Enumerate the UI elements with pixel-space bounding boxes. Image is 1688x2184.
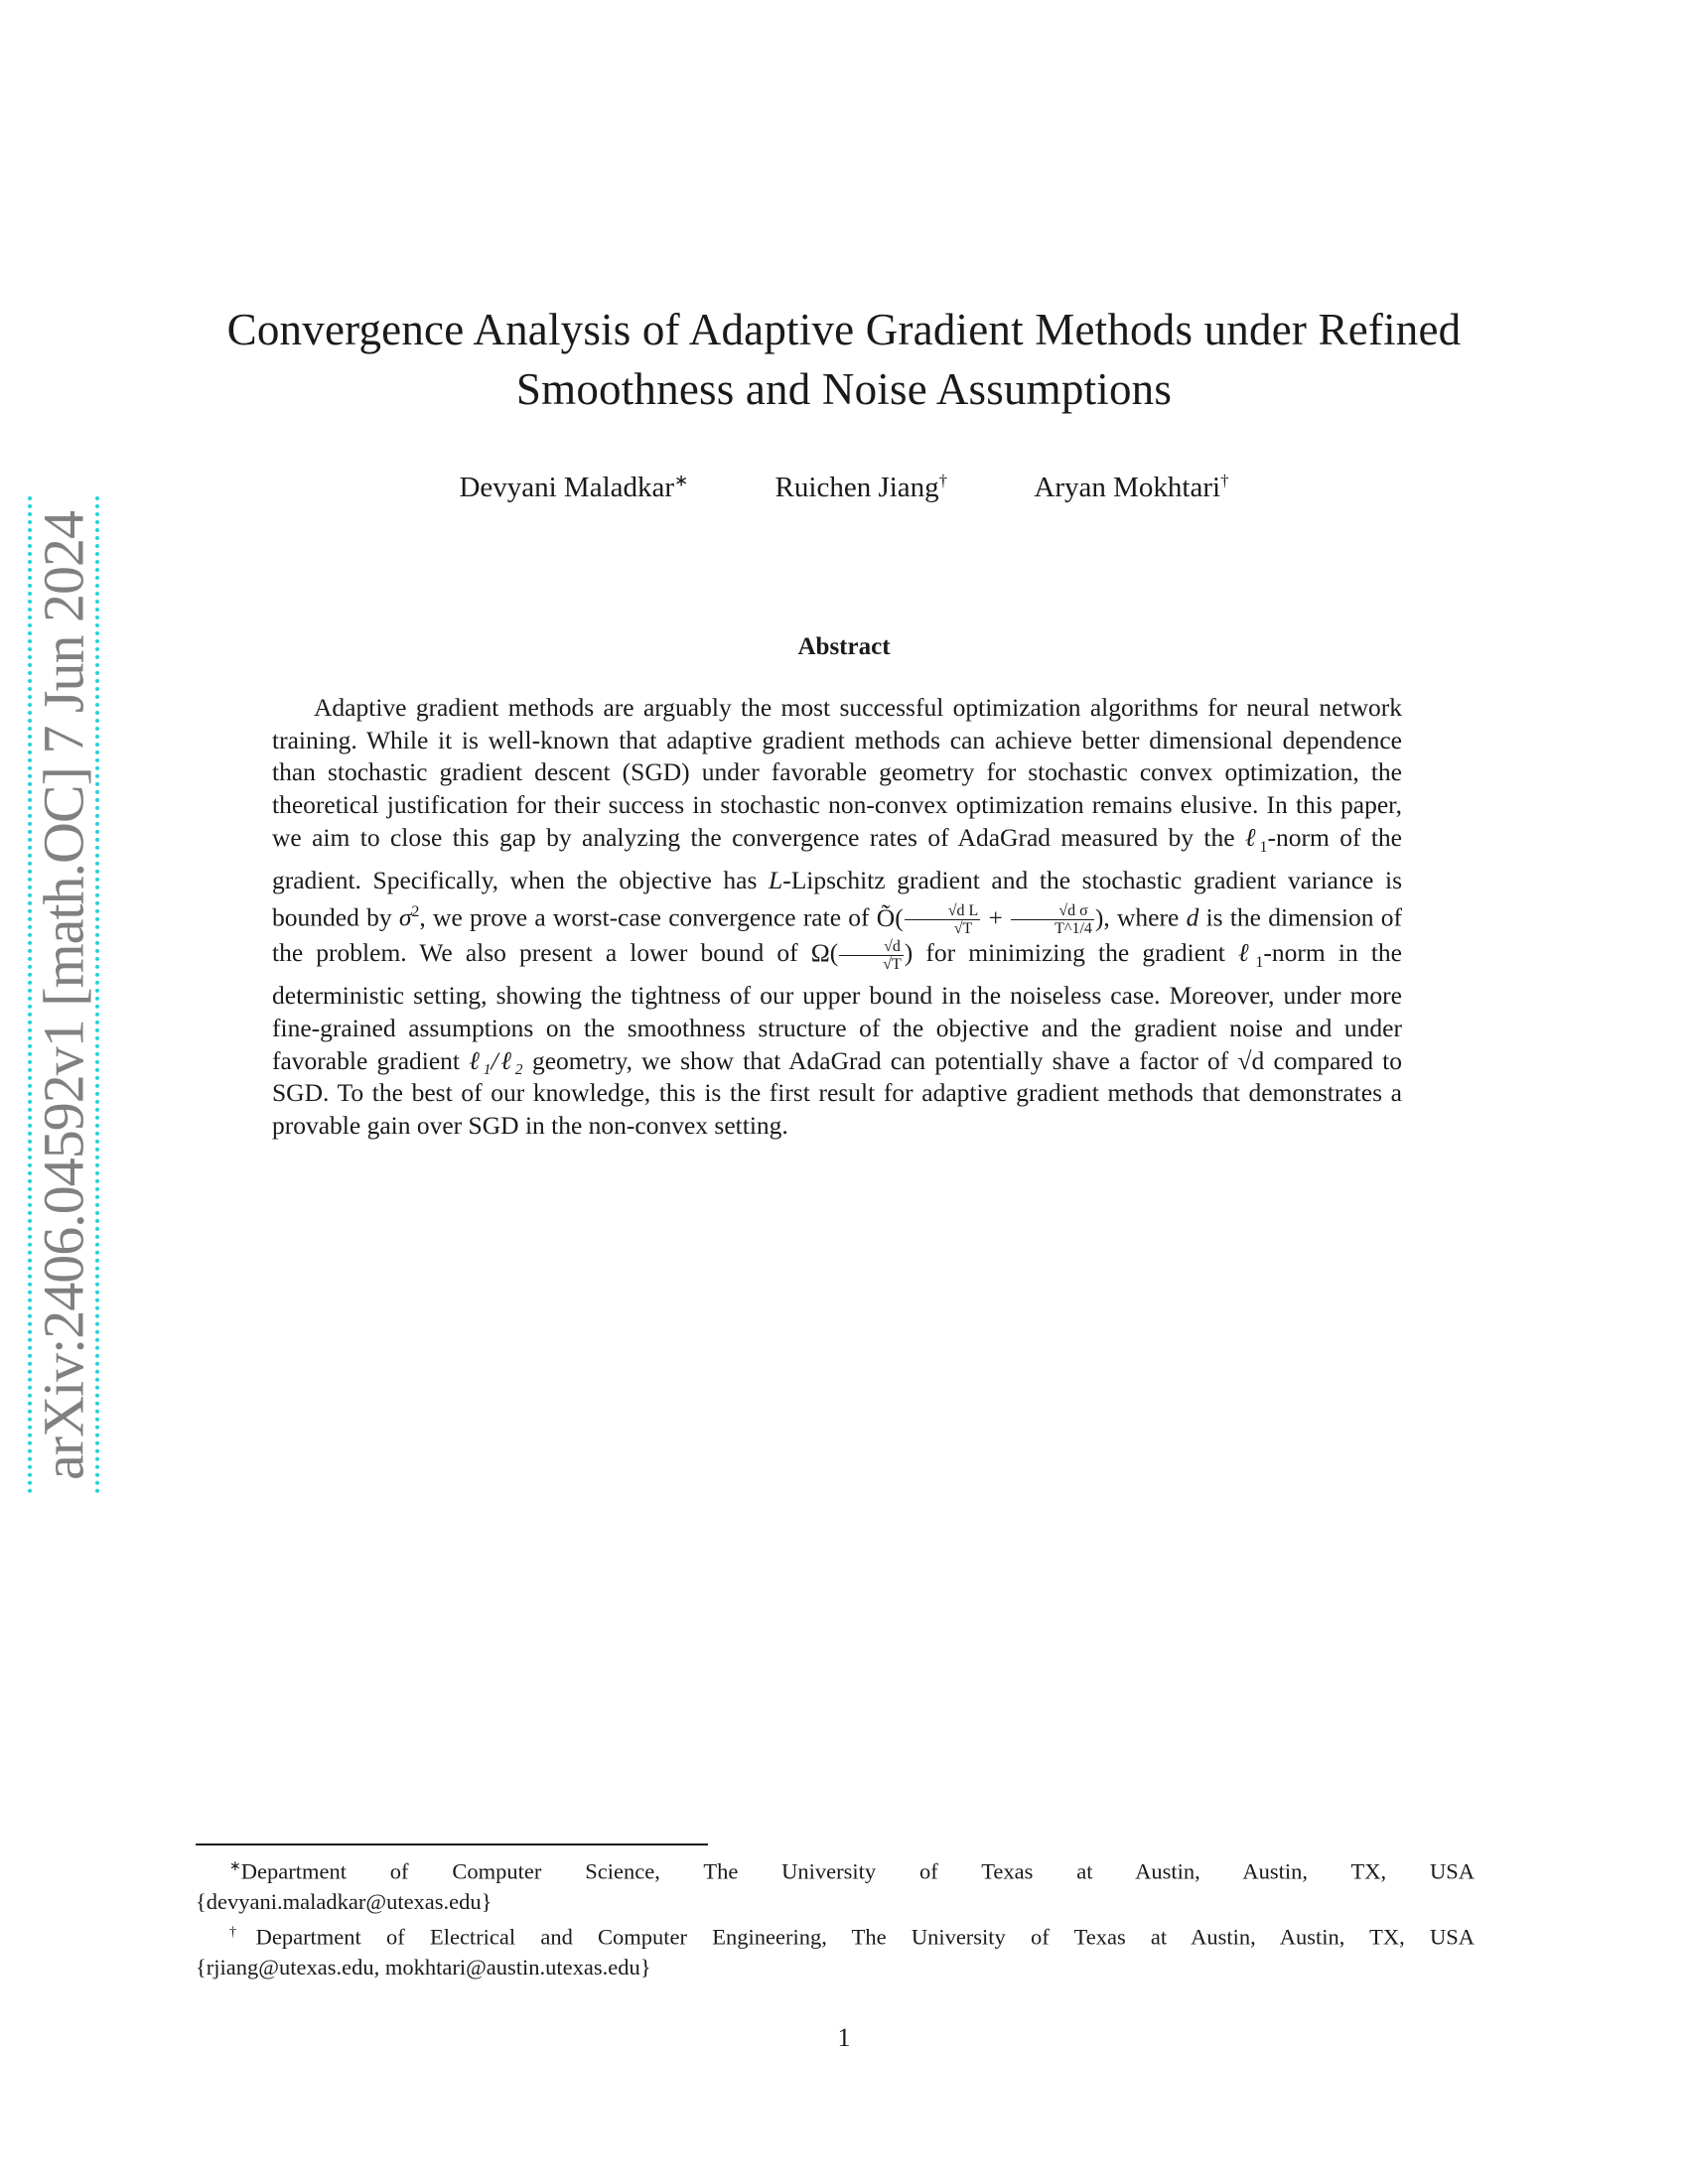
author: Devyani Maladkar∗: [459, 471, 689, 503]
denominator: √T: [883, 956, 902, 974]
fraction: [905, 902, 981, 937]
lower-bound-formula: [810, 938, 914, 974]
footnote-mark: ∗: [229, 1859, 241, 1874]
fraction: [1011, 902, 1094, 937]
author-list: [0, 471, 1688, 504]
abstract-text: for minimizing the gradient: [913, 938, 1239, 968]
footnote-2: [196, 1918, 1475, 1983]
footnote-mark: †: [1220, 471, 1229, 489]
abstract-text: Adaptive gradient methods are arguably the most successful optimization algorithms for neural network training. While it is well-known that adaptive gradient methods can achieve better dimensional dependence than stochastic gradient descent (SGD) under favorable geometry for stochastic convex optimization, the theoretical justification for their success in stochastic non-convex optimization remains elusive. In this paper, we aim to close this gap by analyzing the convergence rates of AdaGrad measured by the: [272, 693, 1402, 852]
math-close-paren: ): [1094, 902, 1104, 932]
footnote-email[interactable]: {rjiang@utexas.edu, mokhtari@austin.utexas.edu}: [196, 1954, 651, 1979]
footnote-mark: †: [229, 1924, 256, 1940]
author: Ruichen Jiang†: [774, 471, 948, 503]
title-line-2: Smoothness and Noise Assumptions: [515, 364, 1173, 414]
footnote-affiliation: †Department of Electrical and Computer Engineering, The University of Texas at Austin, Austin, TX, USA: [229, 1924, 1476, 1949]
abstract-text: , we prove a worst-case convergence rate of: [419, 902, 877, 932]
math-subscript: 1: [1255, 954, 1264, 972]
numerator: √d σ: [1011, 902, 1094, 920]
footnotes: [196, 1852, 1475, 1982]
abstract-text: -norm of the gradient. Specifically, when the objective has: [272, 822, 1403, 894]
denominator: √T: [953, 920, 973, 938]
abstract-text: geometry, we show that AdaGrad can potentially shave a factor of: [522, 1045, 1238, 1075]
fraction: [839, 938, 904, 973]
math-L: L: [769, 865, 783, 894]
rate-formula: [876, 902, 1104, 938]
footnote-1: [196, 1852, 1475, 1918]
numerator: √d: [839, 938, 904, 956]
math-sqrt-d: √d: [1237, 1045, 1265, 1075]
math-sigma: σ: [398, 902, 412, 932]
footnote-mark: ∗: [674, 471, 689, 489]
abstract-body: [272, 692, 1402, 1143]
math-ell: ℓ: [1244, 822, 1260, 852]
math-d: d: [1186, 902, 1199, 932]
paper-title: [149, 300, 1539, 419]
abstract-heading: Abstract: [797, 633, 891, 660]
footnote-affiliation: ∗Department of Computer Science, The University of Texas at Austin, Austin, TX, USA: [229, 1858, 1475, 1884]
author: Aryan Mokhtari†: [1034, 471, 1229, 503]
math-omega: Ω(: [810, 938, 839, 968]
abstract-text: -Lipschitz gradient and the stochastic gradient variance is bounded by: [272, 865, 1402, 932]
numerator: √d L: [905, 902, 981, 920]
abstract-text: , where: [1103, 902, 1187, 932]
math-subscript: 1: [1259, 838, 1268, 856]
math-ell: ℓ: [1238, 938, 1256, 968]
abstract-text: is the dimension of the problem. We also present a lower bound of: [272, 902, 1402, 968]
page-number: 1: [837, 2023, 851, 2052]
footnote-mark: †: [938, 471, 948, 489]
math-l1-l2: ℓ₁/ℓ₂: [469, 1045, 523, 1075]
math-plus: +: [981, 902, 1011, 932]
math-superscript: 2: [411, 903, 420, 921]
title-line-1: Convergence Analysis of Adaptive Gradient Methods under Refined: [226, 305, 1462, 354]
footnote-email[interactable]: {devyani.maladkar@utexas.edu}: [196, 1889, 492, 1914]
abstract-text: -norm in the deterministic setting, showing the tightness of our upper bound in the noiseless case. Moreover, under more fine-grained assumptions on the smoothness structure of the objective and the gradient noise and under favorable gradient: [272, 938, 1402, 1075]
math-O: Õ(: [876, 902, 904, 932]
arxiv-identifier: arXiv:2406.04592v1 [math.OC] 7 Jun 2024: [31, 510, 96, 1480]
denominator: T^1/4: [1055, 920, 1092, 938]
footnote-rule: [196, 1843, 708, 1845]
abstract-text: compared to SGD. To the best of our knowledge, this is the first result for adaptive gradient methods that demonstrates a provable gain over SGD in the non-convex setting.: [272, 1045, 1403, 1141]
math-close-paren: ): [904, 938, 914, 968]
